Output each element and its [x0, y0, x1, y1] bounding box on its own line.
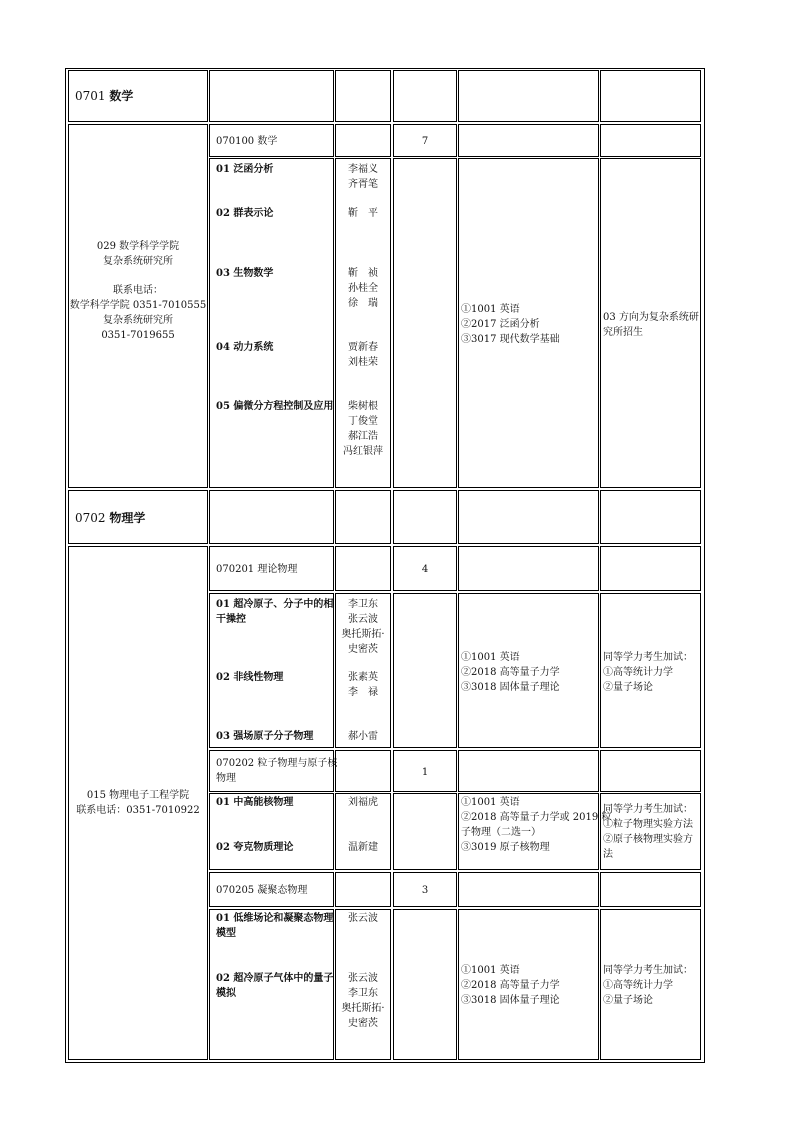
- empty-cell: [335, 70, 391, 122]
- exam-subject: ①1001 英语: [461, 304, 520, 315]
- supervisor: 奥托斯拓·: [341, 1003, 385, 1014]
- section-name: 物理学: [109, 511, 146, 525]
- exam-subject: ①1001 英语: [461, 797, 520, 808]
- supervisor: 温新建: [348, 842, 378, 853]
- major-title-cell: [209, 124, 334, 157]
- note-text: 同等学力考生加试：: [603, 804, 693, 815]
- empty-cell: [600, 124, 701, 157]
- quota-value: 4: [421, 564, 429, 575]
- supervisors-cell: [335, 593, 391, 748]
- quota-cell: [393, 793, 457, 870]
- quota-cell: [393, 909, 457, 1060]
- supervisors-cell: [335, 158, 391, 488]
- supervisor: 奥托斯拓·: [341, 629, 385, 640]
- empty-cell: [600, 750, 701, 792]
- empty-cell: [209, 490, 334, 544]
- empty-cell: [335, 546, 391, 591]
- note-text: 同等学力考生加试：: [603, 652, 693, 663]
- direction-name: 模拟: [216, 988, 236, 999]
- supervisor: 李卫东: [348, 599, 378, 610]
- supervisor: 张云波: [348, 973, 378, 984]
- note-text: ②量子场论: [603, 682, 653, 693]
- exam-subject: ①1001 英语: [461, 965, 520, 976]
- empty-cell: [458, 546, 599, 591]
- empty-cell: [335, 750, 391, 792]
- exam-subject: ②2018 高等量子力学: [461, 667, 560, 678]
- empty-cell: [393, 490, 457, 544]
- department-name: 029 数学科学学院: [96, 241, 180, 252]
- supervisors-cell: [335, 909, 391, 1060]
- exam-subject: ②2017 泛函分析: [461, 319, 540, 330]
- department-name: 复杂系统研究所: [103, 256, 173, 267]
- quota-cell: [393, 750, 457, 792]
- quota-cell: [393, 158, 457, 488]
- supervisor: 张云波: [348, 913, 378, 924]
- supervisor: 靳 祯: [348, 268, 378, 279]
- directions-cell: [209, 158, 334, 488]
- empty-cell: [458, 124, 599, 157]
- supervisor: 冯红银萍: [343, 446, 383, 457]
- exam-subject: 子物理（二选一）: [461, 827, 541, 838]
- section-code: 0701: [75, 89, 106, 103]
- direction-name: 干操控: [216, 614, 246, 625]
- quota-cell: [393, 593, 457, 748]
- supervisor: 刘福虎: [348, 797, 378, 808]
- note-cell: [600, 158, 701, 488]
- supervisor: 贾新春: [348, 342, 378, 353]
- major-title-cell: [209, 750, 338, 792]
- direction-name: 02 夸克物质理论: [216, 842, 294, 853]
- empty-cell: [209, 70, 334, 122]
- contact-phone: 0351-7019655: [101, 330, 175, 341]
- empty-cell: [600, 70, 701, 122]
- supervisor: 张素英: [348, 672, 378, 683]
- direction-name: 01 中高能核物理: [216, 797, 294, 808]
- empty-cell: [458, 490, 599, 544]
- supervisor: 徐 瑞: [348, 298, 378, 309]
- directions-cell: [209, 593, 334, 748]
- exam-subject: ③3018 固体量子理论: [461, 995, 560, 1006]
- department-cell-math: [68, 124, 208, 488]
- supervisors-cell: [335, 793, 391, 870]
- note-text: 同等学力考生加试：: [603, 965, 693, 976]
- empty-cell: [600, 546, 701, 591]
- exams-cell: [458, 793, 612, 870]
- direction-name: 01 超冷原子、分子中的相: [216, 599, 334, 610]
- note-cell: [600, 793, 701, 870]
- empty-cell: [335, 490, 391, 544]
- note-text: ①高等统计力学: [603, 667, 673, 678]
- direction-name: 01 低维场论和凝聚态物理: [216, 913, 334, 924]
- exam-subject: ②2018 高等量子力学: [461, 980, 560, 991]
- note-text: 法: [603, 849, 613, 860]
- note-text: ②原子核物理实验方: [603, 834, 693, 845]
- major-title: 070202 粒子物理与原子核: [216, 758, 338, 769]
- major-title-cell: [209, 546, 334, 591]
- note-text: 究所招生: [603, 327, 643, 338]
- supervisor: 齐胥笔: [348, 179, 378, 190]
- directions-cell: [209, 793, 334, 870]
- exam-subject: ③3019 原子核物理: [461, 842, 550, 853]
- supervisor: 刘桂荣: [348, 357, 378, 368]
- quota-cell: [393, 124, 457, 157]
- direction-name: 02 非线性物理: [216, 672, 284, 683]
- supervisor: 李福义: [348, 164, 378, 175]
- section-header-math: [68, 70, 208, 122]
- supervisor: 柴树根: [348, 401, 378, 412]
- direction-name: 05 偏微分方程控制及应用: [216, 401, 334, 412]
- direction-name: 模型: [216, 928, 236, 939]
- supervisor: 丁俊堂: [348, 416, 378, 427]
- supervisor: 张云波: [348, 614, 378, 625]
- quota-value: 1: [421, 767, 429, 778]
- exam-subject: ③3018 固体量子理论: [461, 682, 560, 693]
- major-title-cell: [209, 872, 334, 907]
- supervisor: 李卫东: [348, 988, 378, 999]
- contact-phone: 联系电话：0351-7010922: [76, 805, 200, 816]
- empty-cell: [393, 70, 457, 122]
- directions-cell: [209, 909, 334, 1060]
- direction-name: 03 强场原子分子物理: [216, 731, 314, 742]
- empty-cell: [335, 872, 391, 907]
- exams-cell: [458, 909, 599, 1060]
- contact-phone: 数学科学学院 0351-7010555: [69, 300, 207, 311]
- contact-label: 联系电话：: [113, 285, 163, 296]
- note-text: ②量子场论: [603, 995, 653, 1006]
- note-text: ①高等统计力学: [603, 980, 673, 991]
- quota-cell: [393, 546, 457, 591]
- direction-name: 04 动力系统: [216, 342, 274, 353]
- note-cell: [600, 909, 701, 1060]
- exams-cell: [458, 593, 599, 748]
- major-title: 070100 数学: [216, 136, 278, 147]
- major-title: 070205 凝聚态物理: [216, 885, 308, 896]
- major-title: 物理: [216, 773, 236, 784]
- supervisor: 孙桂全: [348, 283, 378, 294]
- empty-cell: [458, 70, 599, 122]
- major-title: 070201 理论物理: [216, 564, 298, 575]
- empty-cell: [600, 872, 701, 907]
- empty-cell: [335, 124, 391, 157]
- quota-value: 7: [421, 136, 429, 147]
- supervisor: 史密茨: [348, 1018, 378, 1029]
- exam-subject: ①1001 英语: [461, 652, 520, 663]
- note-text: ①粒子物理实验方法: [603, 819, 693, 830]
- supervisor: 郝小雷: [348, 731, 378, 742]
- empty-cell: [458, 872, 599, 907]
- contact-phone: 复杂系统研究所: [103, 315, 173, 326]
- supervisor: 靳 平: [348, 208, 378, 219]
- exam-subject: ②2018 高等量子力学或 2019 粒: [461, 812, 612, 823]
- empty-cell: [458, 750, 599, 792]
- empty-cell: [600, 490, 701, 544]
- quota-cell: [393, 872, 457, 907]
- section-header-physics: [68, 490, 208, 544]
- department-cell-physics: [68, 546, 208, 1060]
- department-name: 015 物理电子工程学院: [86, 790, 190, 801]
- section-name: 数学: [109, 89, 134, 103]
- exams-cell: [458, 158, 599, 488]
- quota-value: 3: [421, 885, 429, 896]
- section-code: 0702: [75, 511, 106, 525]
- direction-name: 03 生物数学: [216, 268, 274, 279]
- supervisor: 郝江浩: [348, 431, 378, 442]
- note-cell: [600, 593, 701, 748]
- direction-name: 02 超冷原子气体中的量子: [216, 973, 334, 984]
- note-text: 03 方向为复杂系统研: [603, 312, 699, 323]
- exam-subject: ③3017 现代数学基础: [461, 334, 560, 345]
- direction-name: 01 泛函分析: [216, 164, 274, 175]
- direction-name: 02 群表示论: [216, 208, 274, 219]
- supervisor: 李 禄: [348, 687, 378, 698]
- supervisor: 史密茨: [348, 644, 378, 655]
